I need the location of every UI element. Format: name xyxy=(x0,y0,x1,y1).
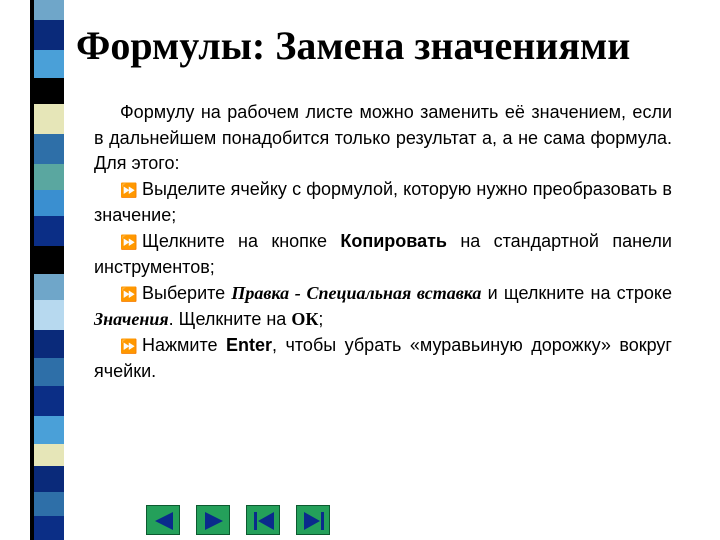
bullet-item-1: ⏩ Выделите ячейку с формулой, которую нужно преобразовать в значение; xyxy=(94,178,672,225)
prev-button[interactable] xyxy=(146,505,180,535)
next-icon xyxy=(197,506,231,536)
bullet-item-3: ⏩ Выберите Правка - Специальная вставка и щелкните на строке Значения. Щелкните на ОК; xyxy=(94,282,673,329)
bullet-item-4: ⏩ Нажмите Enter, чтобы убрать «муравьиную дорожку» вокруг ячейки. xyxy=(94,334,672,381)
first-button[interactable] xyxy=(246,505,280,535)
slide-title: Формулы: Замена значениями xyxy=(76,23,631,68)
next-button[interactable] xyxy=(196,505,230,535)
fast-forward-bullet-icon: ⏩ xyxy=(120,285,138,302)
fast-forward-bullet-icon: ⏩ xyxy=(120,233,138,250)
slide-body xyxy=(94,100,672,385)
fast-forward-bullet-icon: ⏩ xyxy=(120,337,138,354)
decorative-stripe xyxy=(0,0,64,540)
fast-forward-bullet-icon: ⏩ xyxy=(120,181,138,198)
slide-navigation xyxy=(146,505,330,535)
bullet-item-2: ⏩ Щелкните на кнопке Копировать на стандартной панели инструментов; xyxy=(94,230,672,277)
intro-paragraph: Формулу на рабочем листе можно заменить её значением, если в дальнейшем понадобится только результат а, а не сама формула. Для этого: xyxy=(94,102,672,173)
prev-icon xyxy=(147,506,181,536)
last-icon xyxy=(297,506,331,536)
first-icon xyxy=(247,506,281,536)
last-button[interactable] xyxy=(296,505,330,535)
